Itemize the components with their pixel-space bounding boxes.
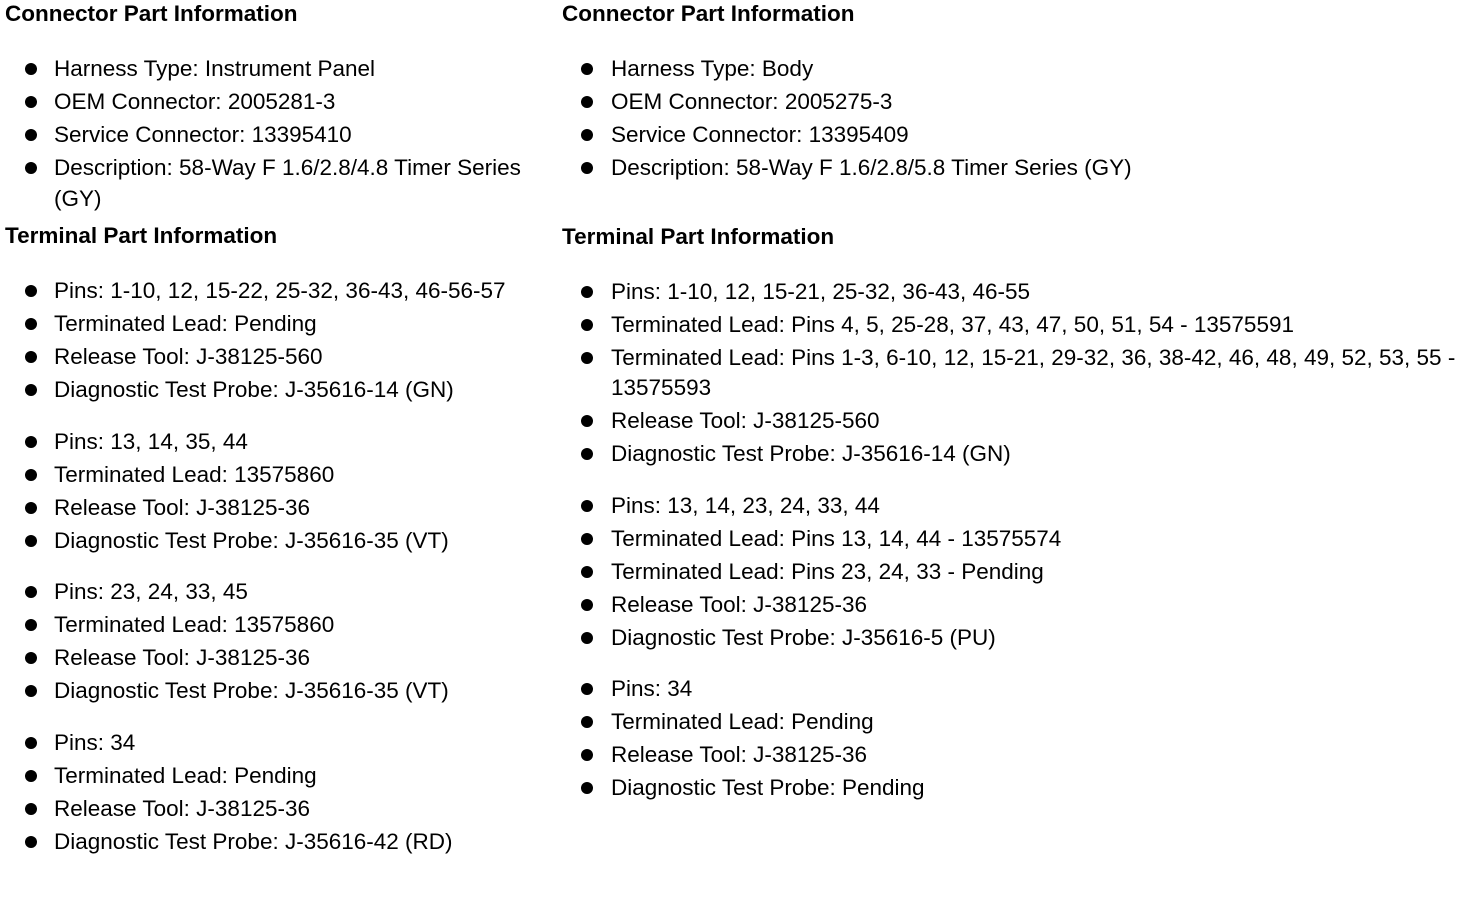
right-column <box>562 0 1467 806</box>
list-item: Pins: 34 <box>5 728 545 759</box>
connector-heading: Connector Part Information <box>562 1 855 26</box>
list-item: Description: 58-Way F 1.6/2.8/5.8 Timer Series (GY) <box>562 153 1467 184</box>
terminal-group <box>562 491 1467 654</box>
list-item: Release Tool: J-38125-36 <box>5 643 545 674</box>
terminal-group <box>562 674 1467 804</box>
list-item: Release Tool: J-38125-36 <box>562 740 1467 771</box>
list-item: Pins: 1-10, 12, 15-21, 25-32, 36-43, 46-55 <box>562 277 1467 308</box>
terminal-group <box>562 277 1467 470</box>
list-item: Terminated Lead: Pins 23, 24, 33 - Pending <box>562 557 1467 588</box>
list-item: Diagnostic Test Probe: J-35616-42 (RD) <box>5 827 545 858</box>
list-item: Release Tool: J-38125-560 <box>5 342 545 373</box>
list-item: Release Tool: J-38125-560 <box>562 406 1467 437</box>
connector-heading: Connector Part Information <box>5 1 298 26</box>
list-item: Diagnostic Test Probe: J-35616-35 (VT) <box>5 526 545 557</box>
list-item: Terminated Lead: Pending <box>5 761 545 792</box>
terminal-heading: Terminal Part Information <box>562 223 835 249</box>
list-item: Terminated Lead: 13575860 <box>5 610 545 641</box>
list-item: Pins: 13, 14, 35, 44 <box>5 427 545 458</box>
list-item: Diagnostic Test Probe: J-35616-14 (GN) <box>562 439 1467 470</box>
connector-list <box>5 54 545 214</box>
list-item: Pins: 34 <box>562 674 1467 705</box>
list-item: Pins: 13, 14, 23, 24, 33, 44 <box>562 491 1467 522</box>
list-item: OEM Connector: 2005275-3 <box>562 87 1467 118</box>
list-item: Terminated Lead: Pins 4, 5, 25-28, 37, 43, 47, 50, 51, 54 - 13575591 <box>562 310 1467 341</box>
list-item: Service Connector: 13395410 <box>5 120 545 151</box>
list-item: Terminated Lead: 13575860 <box>5 460 545 491</box>
list-item: Terminated Lead: Pending <box>5 309 545 340</box>
list-item: Diagnostic Test Probe: J-35616-5 (PU) <box>562 623 1467 654</box>
list-item: Terminated Lead: Pending <box>562 707 1467 738</box>
list-item: Diagnostic Test Probe: Pending <box>562 773 1467 804</box>
list-item: Release Tool: J-38125-36 <box>562 590 1467 621</box>
list-item: Diagnostic Test Probe: J-35616-14 (GN) <box>5 375 545 406</box>
left-column <box>5 0 545 860</box>
list-item: Pins: 1-10, 12, 15-22, 25-32, 36-43, 46-56-57 <box>5 276 545 307</box>
terminal-group <box>5 728 545 858</box>
terminal-group <box>5 276 545 406</box>
list-item: Service Connector: 13395409 <box>562 120 1467 151</box>
list-item: Release Tool: J-38125-36 <box>5 794 545 825</box>
terminal-heading: Terminal Part Information <box>5 223 278 248</box>
terminal-group <box>5 577 545 707</box>
list-item: Release Tool: J-38125-36 <box>5 493 545 524</box>
connector-list <box>562 54 1467 184</box>
list-item: Description: 58-Way F 1.6/2.8/4.8 Timer Series (GY) <box>5 153 545 214</box>
list-item: Harness Type: Instrument Panel <box>5 54 545 85</box>
terminal-group <box>5 427 545 557</box>
list-item: Pins: 23, 24, 33, 45 <box>5 577 545 608</box>
list-item: Terminated Lead: Pins 13, 14, 44 - 13575574 <box>562 524 1467 555</box>
list-item: Diagnostic Test Probe: J-35616-35 (VT) <box>5 676 545 707</box>
list-item: Terminated Lead: Pins 1-3, 6-10, 12, 15-21, 29-32, 36, 38-42, 46, 48, 49, 52, 53, 55 - 13575593 <box>562 343 1467 404</box>
list-item: OEM Connector: 2005281-3 <box>5 87 545 118</box>
list-item: Harness Type: Body <box>562 54 1467 85</box>
